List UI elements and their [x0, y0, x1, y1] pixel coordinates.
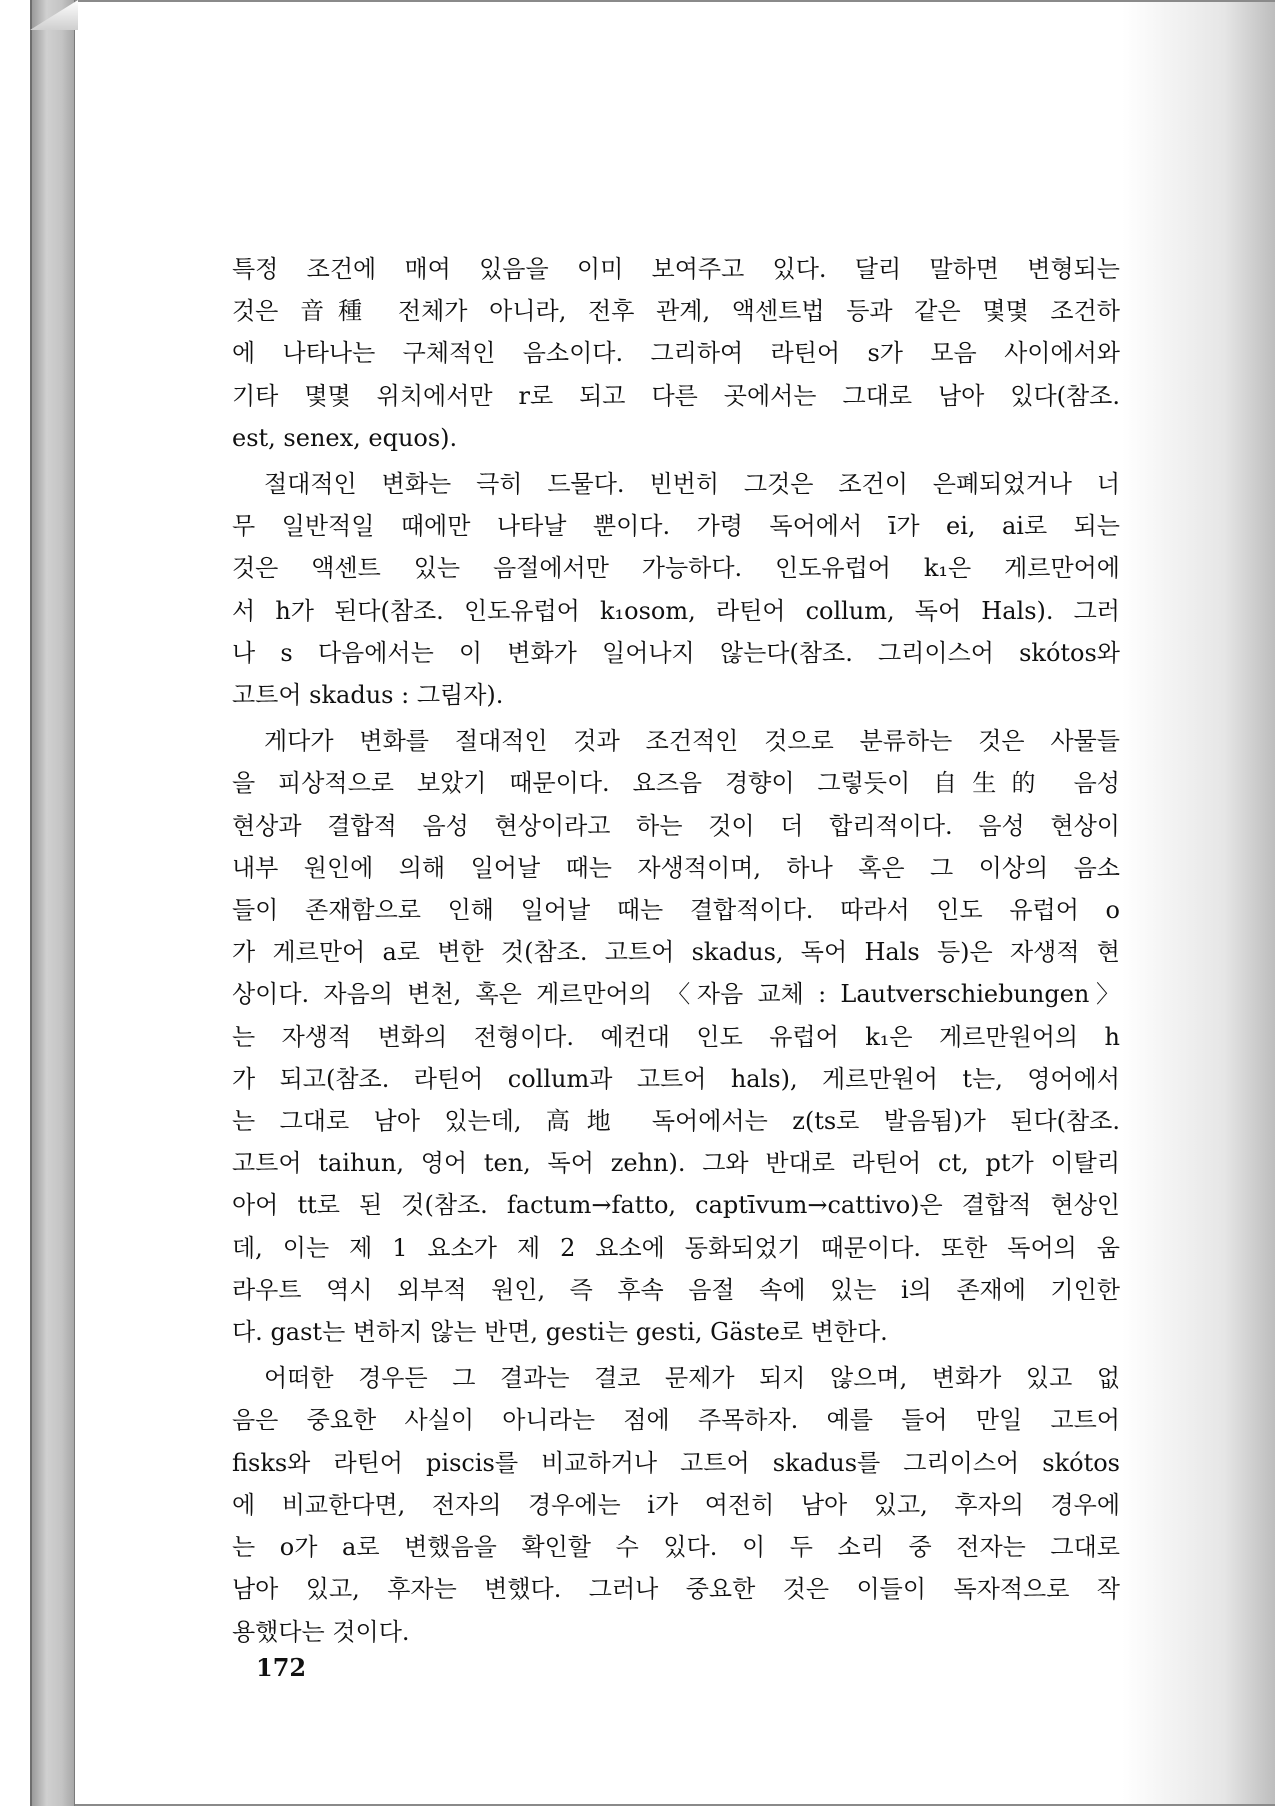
text-line: fisks와 라틴어 piscis를 비교하거나 고트어 skadus를 그리이스어 skótos — [232, 1448, 1120, 1477]
text-line: 게다가 변화를 절대적인 것과 조건적인 것으로 분류하는 것은 사물들 — [264, 727, 1120, 756]
paragraph-2 — [232, 463, 1120, 716]
text-line: 나 s 다음에서는 이 변화가 일어나지 않는다(참조. 그리이스어 skótos와 — [232, 638, 1120, 667]
text-line: 고트어 taihun, 영어 ten, 독어 zehn). 그와 반대로 라틴어 ct, pt가 이탈리 — [232, 1149, 1120, 1178]
text-line: 서 h가 된다(참조. 인도유럽어 k₁osom, 라틴어 collum, 독어 Hals). 그러 — [232, 596, 1120, 625]
text-line: 는 자생적 변화의 전형이다. 예컨대 인도 유럽어 k₁은 게르만원어의 h — [232, 1022, 1120, 1051]
text-line: 용했다는 것이다. — [232, 1617, 410, 1646]
text-line: 기타 몇몇 위치에서만 r로 되고 다른 곳에서는 그대로 남아 있다(참조. — [232, 381, 1120, 410]
text-line: 특정 조건에 매여 있음을 이미 보여주고 있다. 달리 말하면 변형되는 — [232, 255, 1120, 283]
book-spine — [30, 0, 75, 1806]
text-line: 아어 tt로 된 것(참조. factum→fatto, captīvum→cattivo)은 결합적 현상인 — [232, 1191, 1120, 1220]
text-line: 는 그대로 남아 있는데, 高地 독어에서는 z(ts로 발음됨)가 된다(참조. — [232, 1107, 1120, 1136]
text-line: 것은 音種 전체가 아니라, 전후 관계, 액센트법 등과 같은 몇몇 조건하 — [232, 297, 1120, 326]
body-text — [232, 248, 1120, 1653]
paragraph-4 — [232, 1357, 1120, 1652]
text-line: 남아 있고, 후자는 변했다. 그러나 중요한 것은 이들이 독자적으로 작 — [232, 1575, 1120, 1604]
text-line: est, senex, equos). — [232, 423, 458, 452]
text-line: 무 일반적일 때에만 나타날 뿐이다. 가령 독어에서 ī가 ei, ai로 되는 — [232, 512, 1120, 541]
text-line: 음은 중요한 사실이 아니라는 점에 주목하자. 예를 들어 만일 고트어 — [232, 1406, 1120, 1435]
text-line: 에 나타나는 구체적인 음소이다. 그리하여 라틴어 s가 모음 사이에서와 — [232, 339, 1120, 368]
text-line: 라우트 역시 외부적 원인, 즉 후속 음절 속에 있는 i의 존재에 기인한 — [232, 1275, 1120, 1304]
text-line: 가 게르만어 a로 변한 것(참조. 고트어 skadus, 독어 Hals 등)은 자생적 현 — [232, 938, 1120, 967]
text-line: 절대적인 변화는 극히 드물다. 빈번히 그것은 조건이 은폐되었거나 너 — [264, 470, 1120, 499]
text-line: 가 되고(참조. 라틴어 collum과 고트어 hals), 게르만원어 t는, 영어에서 — [232, 1064, 1120, 1093]
text-line: 들이 존재함으로 인해 일어날 때는 결합적이다. 따라서 인도 유럽어 o — [232, 896, 1120, 925]
text-line: 것은 액센트 있는 음절에서만 가능하다. 인도유럽어 k₁은 게르만어에 — [232, 554, 1120, 583]
text-line: 다. gast는 변하지 않는 반면, gesti는 gesti, Gäste로 변한다. — [232, 1318, 888, 1347]
text-line: 에 비교한다면, 전자의 경우에는 i가 여전히 남아 있고, 후자의 경우에 — [232, 1490, 1120, 1519]
page-number: 172 — [256, 1653, 307, 1682]
text-line: 데, 이는 제 1 요소가 제 2 요소에 동화되었기 때문이다. 또한 독어의 움 — [232, 1233, 1120, 1262]
text-line: 내부 원인에 의해 일어날 때는 자생적이며, 하나 혹은 그 이상의 음소 — [232, 853, 1120, 882]
text-line: 을 피상적으로 보았기 때문이다. 요즈음 경향이 그렇듯이 自生的 음성 — [232, 769, 1120, 798]
text-line: 는 o가 a로 변했음을 확인할 수 있다. 이 두 소리 중 전자는 그대로 — [232, 1533, 1120, 1562]
text-line: 어떠한 경우든 그 결과는 결코 문제가 되지 않으며, 변화가 있고 없 — [264, 1364, 1120, 1393]
paragraph-1 — [232, 248, 1120, 459]
text-line: 현상과 결합적 음성 현상이라고 하는 것이 더 합리적이다. 음성 현상이 — [232, 811, 1120, 840]
paragraph-3 — [232, 720, 1120, 1353]
text-line: 고트어 skadus : 그림자). — [232, 681, 504, 710]
text-line: 상이다. 자음의 변천, 혹은 게르만어의 〈자음 교체 : Lautverschiebungen〉 — [232, 980, 1120, 1009]
